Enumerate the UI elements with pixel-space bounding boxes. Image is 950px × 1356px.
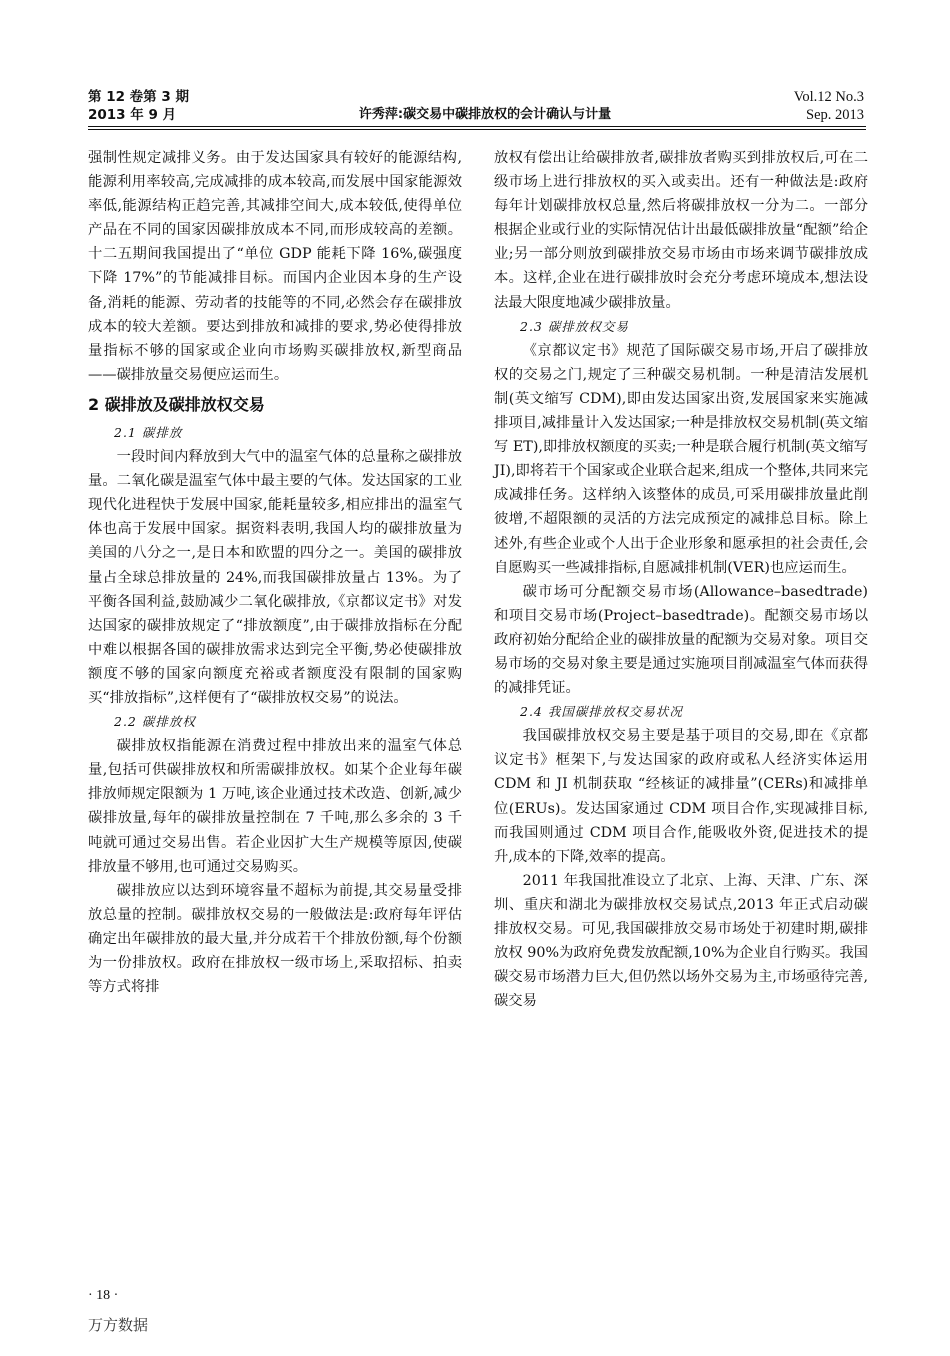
left-column <box>88 146 462 999</box>
date-cn: 2013 年 9 月 <box>88 107 177 123</box>
source-watermark: 万方数据 <box>88 1316 149 1334</box>
page-number: · 18 · <box>88 1288 119 1303</box>
paragraph: 放权有偿出让给碳排放者,碳排放者购买到排放权后,可在二级市场上进行排放权的买入或卖出。还有一种做法是:政府每年计划碳排放权总量,然后将碳排放权一分为二。一部分根据企业或行业的实际情况估计出最低碳排放量“配额”给企业;另一部分则放到碳排放交易市场由市场来调节碳排放成本。这样,企业在进行碳排放时会充分考虑环境成本,想法设法最大限度地减少碳排放量。 <box>494 150 868 311</box>
subsection-heading: 2.2 碳排放权 <box>114 714 196 730</box>
running-header <box>0 0 950 140</box>
section-heading: 2 碳排放及碳排放权交易 <box>88 394 265 414</box>
paragraph: 《京都议定书》规范了国际碳交易市场,开启了碳排放权的交易之门,规定了三种碳交易机制。一种是清洁发展机制(英文缩写 CDM),即由发达国家出资,发展国家来实施减排项目,减排量计入发达国家;一种是排放权交易机制(英文缩写 ET),即排放权额度的买卖;一种是联合履行机制(英文缩写 JI),即将若干个国家或企业联合起来,组成一个整体,共同来完成减排任务。这样纳入该整体的成员,可采用碳排放量此削彼增,不超限额的灵活的方法完成预定的减排总目标。除上述外,有些企业或个人出于企业形象和愿承担的社会责任,会自愿购买一些减排指标,自愿减排机制(VER)也应运而生。 <box>494 342 868 576</box>
journal-issue-en <box>760 88 864 124</box>
header-rule <box>88 126 866 127</box>
subsection-heading: 2.1 碳排放 <box>114 424 183 440</box>
date-en: Sep. 2013 <box>806 107 864 123</box>
header-rule-thin <box>88 129 866 130</box>
volume-cn: 第 12 卷第 3 期 <box>88 89 189 105</box>
subsection-heading: 2.4 我国碳排放权交易状况 <box>520 704 683 720</box>
volume-en: Vol.12 No.3 <box>793 89 864 105</box>
paragraph: 碳市场可分配额交易市场(Allowance–basedtrade)和项目交易市场(Project–basedtrade)。配额交易市场以政府初始分配给企业的碳排放量的配额为交易对象。项目交易市场的交易对象主要是通过实施项目削减温室气体而获得的减排凭证。 <box>494 583 868 697</box>
subsection-heading: 2.3 碳排放权交易 <box>520 318 629 334</box>
paragraph: 强制性规定减排义务。由于发达国家具有较好的能源结构,能源利用率较高,完成减排的成本较高,而发展中国家能源效率低,能源结构正趋完善,其减排空间大,成本较低,使得单位产品在不同的国家因碳排放成本不同,而形成较高的差额。十二五期间我国提出了“单位 GDP 能耗下降 16%,碳强度下降 17%”的节能减排目标。而国内企业因本身的生产设备,消耗的能源、劳动者的技能等的不同,必然会存在碳排放成本的较大差额。要达到排放和减排的要求,势必使得排放量指标不够的国家或企业向市场购买碳排放权,新型商品——碳排放量交易便应运而生。 <box>88 150 462 383</box>
journal-issue-cn <box>88 88 189 124</box>
paragraph: 碳排放权指能源在消费过程中排放出来的温室气体总量,包括可供碳排放权和所需碳排放权。如某个企业每年碳排放师规定限额为 1 万吨,该企业通过技术改造、创新,减少碳排放量,每年的碳排放量控制在 7 千吨,那么多余的 3 千吨就可通过交易出售。若企业因扩大生产规模等原因,使碳排放量不够用,也可通过交易购买。 <box>88 738 462 875</box>
article-running-title: 许秀萍:碳交易中碳排放权的会计确认与计量 <box>358 107 612 122</box>
paragraph: 一段时间内释放到大气中的温室气体的总量称之碳排放量。二氧化碳是温室气体中最主要的气体。发达国家的工业现代化进程快于发展中国家,能耗量较多,相应排出的温室气体也高于发展中国家。据资料表明,我国人均的碳排放量为美国的八分之一,是日本和欧盟的四分之一。美国的碳排放量占全球总排放量的 24%,而我国碳排放量占 13%。为了平衡各国利益,鼓励减少二氧化碳排放,《京都议定书》对发达国家的碳排放规定了“排放额度”,由于碳排放指标在分配中难以根据各国的碳排放需求达到完全平衡,势必使碳排放额度不够的国家向额度充裕或者额度没有限制的国家购买“排放指标”,这样便有了“碳排放权交易”的说法。 <box>88 449 462 706</box>
right-column <box>494 146 868 1013</box>
paragraph: 我国碳排放权交易主要是基于项目的交易,即在《京都议定书》框架下,与发达国家的政府或私人经济实体运用 CDM 和 JI 机制获取 “经核证的减排量”(CERs)和减排单位(ERUs)。发达国家通过 CDM 项目合作,实现减排目标,而我国则通过 CDM 项目合作,能吸收外资,促进技术的提升,成本的下降,效率的提高。 <box>494 728 868 865</box>
paragraph: 2011 年我国批准设立了北京、上海、天津、广东、深圳、重庆和湖北为碳排放权交易试点,2013 年正式启动碳排放权交易。可见,我国碳排放交易市场处于初建时期,碳排放权 90%为政府免费发放配额,10%为企业自行购买。我国碳交易市场潜力巨大,但仍然以场外交易为主,市场亟待完善,碳交易 <box>494 872 868 1010</box>
paragraph: 碳排放应以达到环境容量不超标为前提,其交易量受排放总量的控制。碳排放权交易的一般做法是:政府每年评估确定出年碳排放的最大量,并分成若干个排放份额,每个份额为一份排放权。政府在排放权一级市场上,采取招标、拍卖等方式将排 <box>88 882 462 996</box>
